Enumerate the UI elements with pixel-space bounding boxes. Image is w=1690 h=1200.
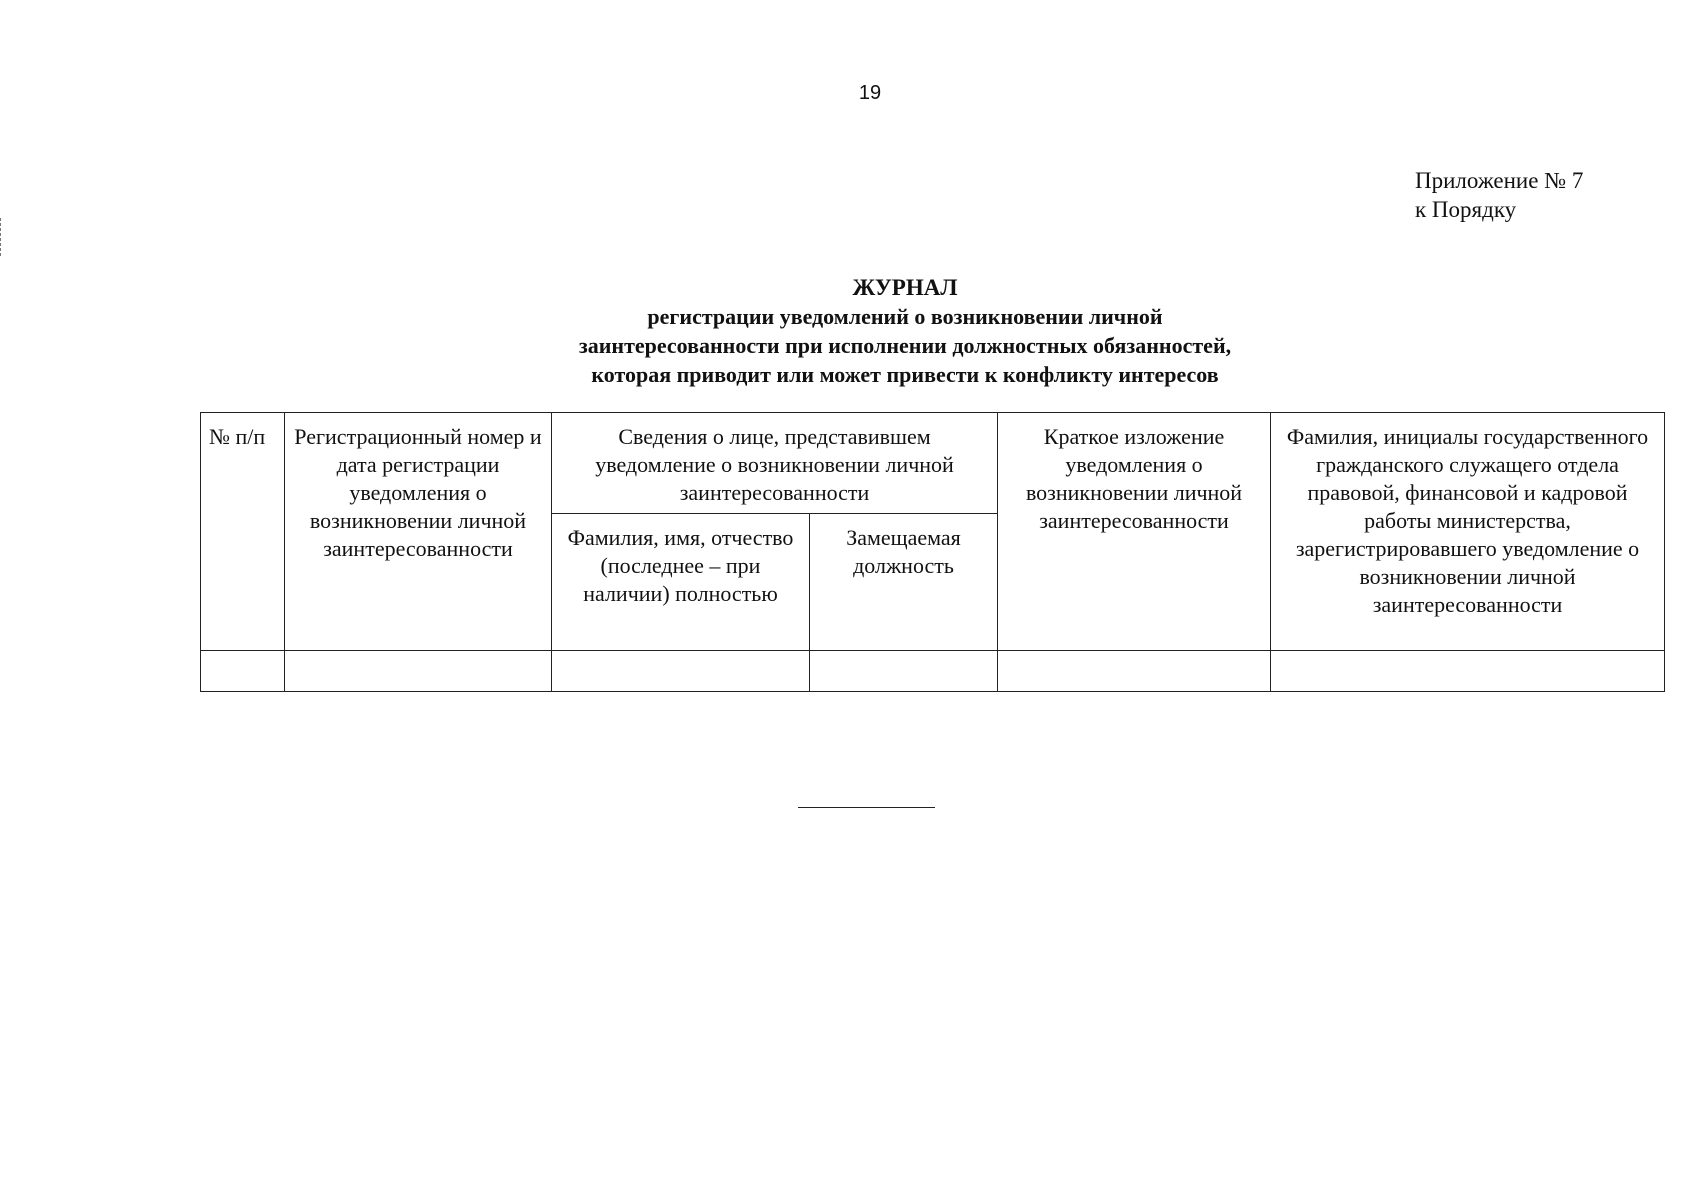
table-cell[interactable] (285, 651, 552, 692)
table-row (201, 651, 1665, 692)
table-cell[interactable] (201, 651, 285, 692)
page-number: 19 (858, 82, 882, 104)
header-registrar: Фамилия, инициалы государственного гражданского служащего отдела правовой, финансовой и кадровой работы министерства, зарегистрировавшего уведомление о возникновении личной заинтересованности (1271, 413, 1665, 651)
appendix-line-1: Приложение № 7 (1415, 168, 1584, 193)
header-person-name: Фамилия, имя, отчество (последнее – при наличии) полностью (552, 514, 810, 651)
title-line-3: которая приводит или может привести к конфликту интересов (591, 362, 1219, 387)
margin-marks (0, 218, 3, 256)
table-cell[interactable] (1271, 651, 1665, 692)
header-number: № п/п (201, 413, 285, 651)
appendix-note (1415, 166, 1583, 224)
title-line-1: регистрации уведомлений о возникновении личной (647, 304, 1163, 329)
title-line-2: заинтересованности при исполнении должностных обязанностей, (578, 333, 1232, 358)
header-person-position: Замещаемая должность (810, 514, 998, 651)
journal-table (200, 412, 1665, 692)
header-person-group: Сведения о лице, представившем уведомление о возникновении личной заинтересованности (552, 413, 998, 514)
appendix-line-2: к Порядку (1415, 197, 1517, 222)
end-rule (798, 807, 935, 808)
table-header-row (201, 413, 1665, 514)
table-cell[interactable] (552, 651, 810, 692)
table-cell[interactable] (998, 651, 1271, 692)
header-summary: Краткое изложение уведомления о возникновении личной заинтересованности (998, 413, 1271, 651)
title-main: ЖУРНАЛ (852, 275, 958, 300)
header-registration: Регистрационный номер и дата регистрации уведомления о возникновении личной заинтересованности (285, 413, 552, 651)
table-cell[interactable] (810, 651, 998, 692)
document-title (400, 273, 1410, 389)
